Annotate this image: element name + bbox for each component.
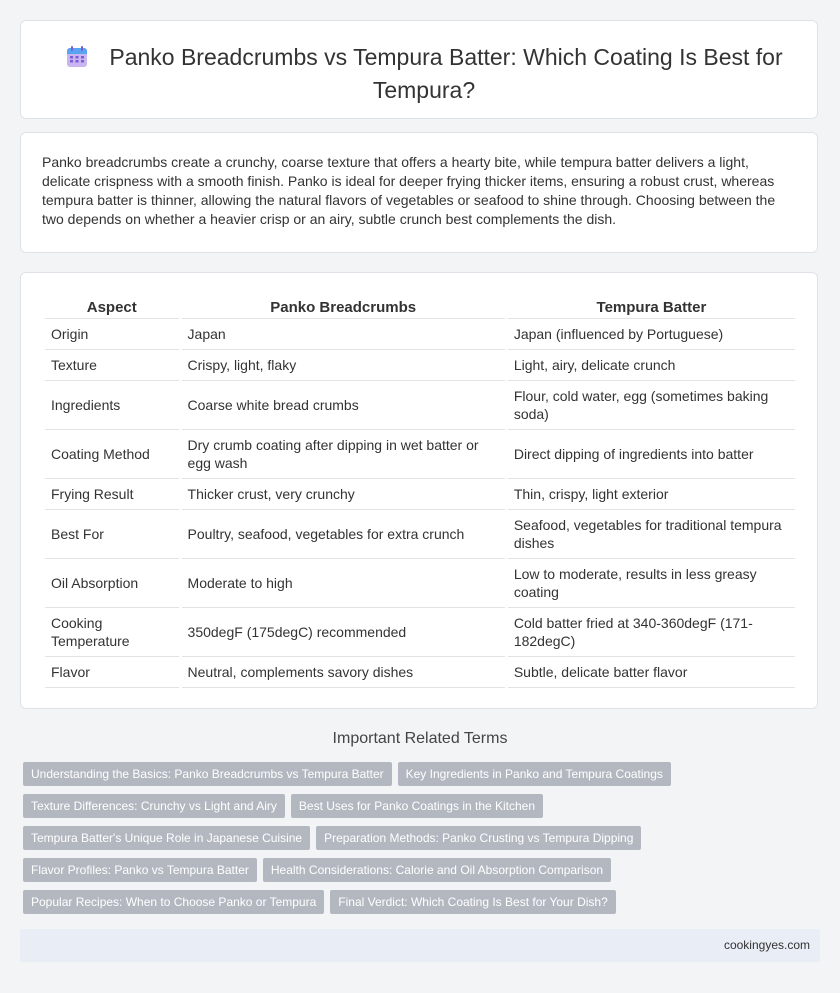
table-header-row <box>45 295 795 319</box>
related-terms-tags <box>23 762 823 922</box>
cell-aspect: Origin <box>45 319 179 350</box>
related-term-link[interactable]: Popular Recipes: When to Choose Panko or Tempura <box>23 890 324 914</box>
cell-aspect: Texture <box>45 350 179 381</box>
table-row <box>45 559 795 608</box>
cell-tempura: Subtle, delicate batter flavor <box>508 657 795 688</box>
header-panko: Panko Breadcrumbs <box>182 295 505 319</box>
title-card <box>20 20 818 119</box>
tag-row <box>23 794 823 826</box>
cell-aspect: Flavor <box>45 657 179 688</box>
cell-panko: Thicker crust, very crunchy <box>182 479 505 510</box>
cell-tempura: Japan (influenced by Portuguese) <box>508 319 795 350</box>
cell-aspect: Coating Method <box>45 430 179 479</box>
cell-panko: Moderate to high <box>182 559 505 608</box>
header-tempura: Tempura Batter <box>508 295 795 319</box>
table-row <box>45 430 795 479</box>
cell-aspect: Best For <box>45 510 179 559</box>
calendar-icon <box>65 45 89 76</box>
tag-row <box>23 762 823 794</box>
footer <box>20 929 820 962</box>
table-row <box>45 381 795 430</box>
cell-panko: Poultry, seafood, vegetables for extra crunch <box>182 510 505 559</box>
cell-panko: Crispy, light, flaky <box>182 350 505 381</box>
comparison-table <box>42 295 798 688</box>
tag-row <box>23 858 823 890</box>
related-term-link[interactable]: Final Verdict: Which Coating Is Best for Your Dish? <box>330 890 615 914</box>
cell-tempura: Seafood, vegetables for traditional tempura dishes <box>508 510 795 559</box>
related-term-link[interactable]: Health Considerations: Calorie and Oil Absorption Comparison <box>263 858 611 882</box>
cell-tempura: Thin, crispy, light exterior <box>508 479 795 510</box>
cell-aspect: Cooking Temperature <box>45 608 179 657</box>
cell-panko: Dry crumb coating after dipping in wet batter or egg wash <box>182 430 505 479</box>
cell-aspect: Ingredients <box>45 381 179 430</box>
cell-tempura: Direct dipping of ingredients into batter <box>508 430 795 479</box>
intro-card <box>20 132 818 253</box>
tag-row <box>23 826 823 858</box>
table-row <box>45 479 795 510</box>
cell-panko: Neutral, complements savory dishes <box>182 657 505 688</box>
cell-panko: 350degF (175degC) recommended <box>182 608 505 657</box>
comparison-table-card <box>20 272 818 709</box>
cell-tempura: Low to moderate, results in less greasy coating <box>508 559 795 608</box>
table-row <box>45 657 795 688</box>
footer-site-link[interactable]: cookingyes.com <box>723 938 810 952</box>
header-aspect: Aspect <box>45 295 179 319</box>
related-term-link[interactable]: Preparation Methods: Panko Crusting vs Tempura Dipping <box>316 826 641 850</box>
related-term-link[interactable]: Texture Differences: Crunchy vs Light and Airy <box>23 794 285 818</box>
cell-panko: Coarse white bread crumbs <box>182 381 505 430</box>
table-row <box>45 350 795 381</box>
page-title: Panko Breadcrumbs vs Tempura Batter: Which Coating Is Best for Tempura? <box>109 44 783 103</box>
table-row <box>45 608 795 657</box>
table-row <box>45 510 795 559</box>
related-term-link[interactable]: Best Uses for Panko Coatings in the Kitchen <box>291 794 543 818</box>
cell-aspect: Frying Result <box>45 479 179 510</box>
related-terms-title: Important Related Terms <box>332 730 508 747</box>
cell-tempura: Flour, cold water, egg (sometimes baking soda) <box>508 381 795 430</box>
tag-row <box>23 890 823 922</box>
intro-paragraph: Panko breadcrumbs create a crunchy, coarse texture that offers a hearty bite, while tempura batter delivers a light, delicate crispness with a smooth finish. Panko is ideal for deeper frying thicker items, ensuring a robust crust, whereas tempura batter is thinner, allowing the natural flavors of vegetables or seafood to shine through. Choosing between the two depends on whether a heavier crisp or an airy, subtle crunch best complements the dish. <box>42 154 776 227</box>
cell-panko: Japan <box>182 319 505 350</box>
cell-aspect: Oil Absorption <box>45 559 179 608</box>
table-row <box>45 319 795 350</box>
cell-tempura: Cold batter fried at 340-360degF (171-182degC) <box>508 608 795 657</box>
cell-tempura: Light, airy, delicate crunch <box>508 350 795 381</box>
related-term-link[interactable]: Key Ingredients in Panko and Tempura Coatings <box>398 762 671 786</box>
related-term-link[interactable]: Flavor Profiles: Panko vs Tempura Batter <box>23 858 257 882</box>
page-title-wrap <box>51 43 797 105</box>
related-term-link[interactable]: Tempura Batter's Unique Role in Japanese Cuisine <box>23 826 310 850</box>
related-term-link[interactable]: Understanding the Basics: Panko Breadcrumbs vs Tempura Batter <box>23 762 392 786</box>
